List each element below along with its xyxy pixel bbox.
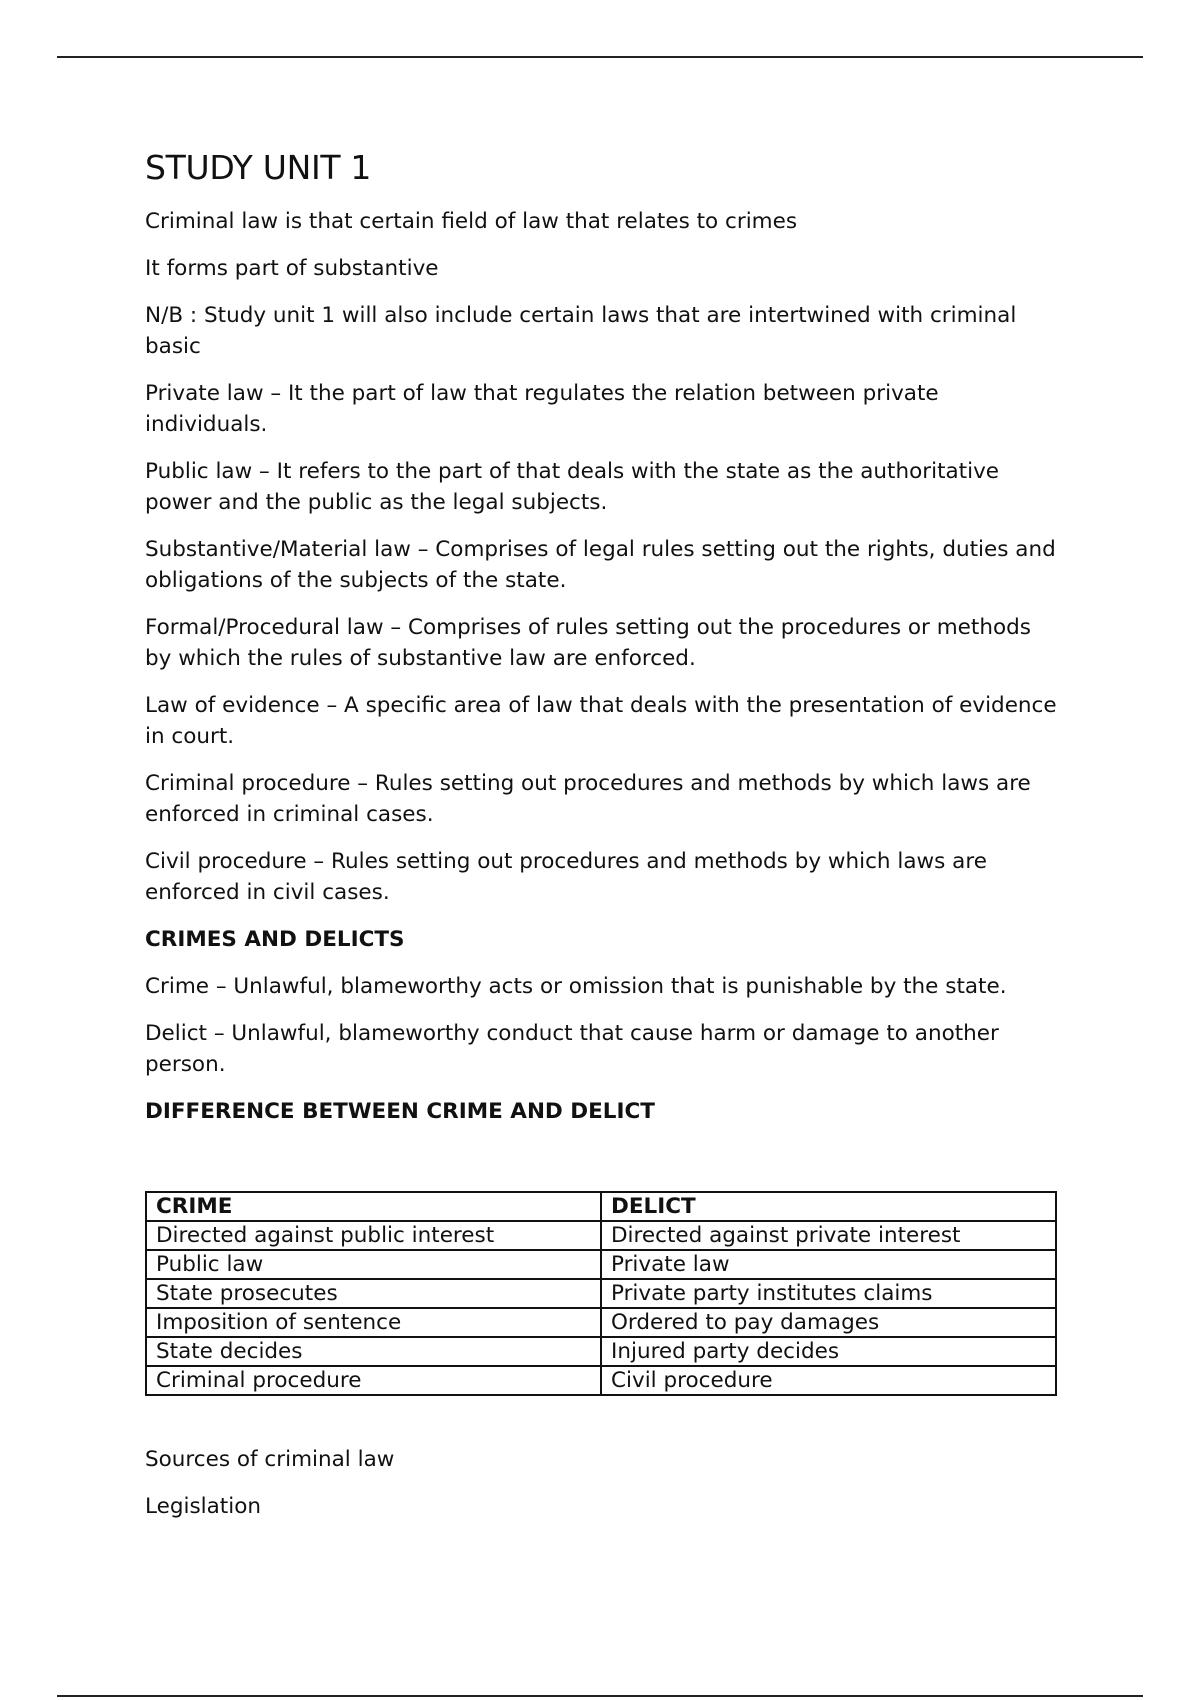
table-row — [146, 1337, 1056, 1366]
paragraph-civil-procedure: Civil procedure – Rules setting out procedures and methods by which laws are enforced in civil cases. — [145, 849, 987, 905]
table-header-cell: DELICT — [601, 1192, 1056, 1221]
paragraph-private-law: Private law – It the part of law that regulates the relation between private individuals. — [145, 381, 939, 437]
paragraph-substantive: It forms part of substantive — [145, 256, 439, 281]
bottom-rule — [57, 1695, 1143, 1697]
table-cell: Private law — [601, 1250, 1056, 1279]
page-title: STUDY UNIT 1 — [145, 148, 372, 187]
table-row — [146, 1250, 1056, 1279]
table-cell: Directed against public interest — [146, 1221, 601, 1250]
paragraph-procedural-law: Formal/Procedural law – Comprises of rules setting out the procedures or methods by which the rules of substantive law are enforced. — [145, 615, 1031, 671]
table-cell: Injured party decides — [601, 1337, 1056, 1366]
table-header-row — [146, 1192, 1056, 1221]
paragraph-note: N/B : Study unit 1 will also include certain laws that are intertwined with criminal basic — [145, 303, 1017, 359]
paragraph-sources: Sources of criminal law — [145, 1447, 395, 1472]
paragraph-delict-definition: Delict – Unlawful, blameworthy conduct that cause harm or damage to another person. — [145, 1021, 999, 1077]
table-row — [146, 1279, 1056, 1308]
table-cell: Civil procedure — [601, 1366, 1056, 1395]
paragraph-criminal-procedure: Criminal procedure – Rules setting out procedures and methods by which laws are enforced in criminal cases. — [145, 771, 1031, 827]
paragraph-law-of-evidence: Law of evidence – A specific area of law that deals with the presentation of evidence in court. — [145, 693, 1057, 749]
document-body — [145, 148, 1060, 1538]
spacer — [145, 1143, 1060, 1191]
paragraph-criminal-law: Criminal law is that certain field of law that relates to crimes — [145, 209, 798, 234]
table-cell: Ordered to pay damages — [601, 1308, 1056, 1337]
table-header-cell: CRIME — [146, 1192, 601, 1221]
crime-delict-table — [145, 1191, 1057, 1396]
table-cell: Imposition of sentence — [146, 1308, 601, 1337]
table-row — [146, 1366, 1056, 1395]
paragraph-legislation: Legislation — [145, 1494, 261, 1519]
table-cell: State decides — [146, 1337, 601, 1366]
top-rule — [57, 56, 1143, 58]
table-cell: Private party institutes claims — [601, 1279, 1056, 1308]
table-row — [146, 1308, 1056, 1337]
table-cell: Criminal procedure — [146, 1366, 601, 1395]
table-row — [146, 1221, 1056, 1250]
paragraph-crime-definition: Crime – Unlawful, blameworthy acts or omission that is punishable by the state. — [145, 974, 1007, 999]
heading-difference: DIFFERENCE BETWEEN CRIME AND DELICT — [145, 1099, 655, 1124]
table-cell: Directed against private interest — [601, 1221, 1056, 1250]
table-cell: State prosecutes — [146, 1279, 601, 1308]
heading-crimes-and-delicts: CRIMES AND DELICTS — [145, 927, 405, 952]
paragraph-public-law: Public law – It refers to the part of that deals with the state as the authoritative power and the public as the legal subjects. — [145, 459, 1000, 515]
paragraph-substantive-law: Substantive/Material law – Comprises of legal rules setting out the rights, duties and obligations of the subjects of the state. — [145, 537, 1056, 593]
table-cell: Public law — [146, 1250, 601, 1279]
